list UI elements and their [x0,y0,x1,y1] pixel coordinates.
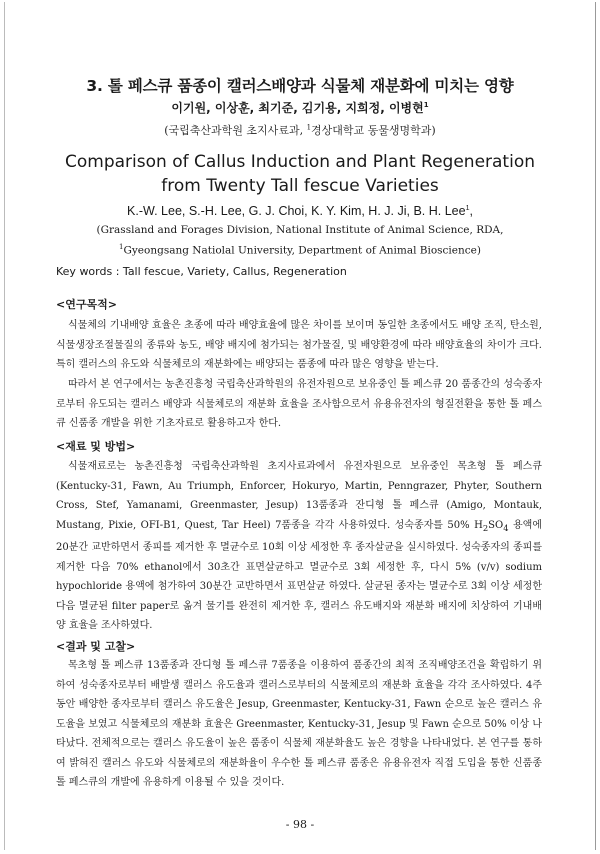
keywords-label: Key words [56,265,113,278]
korean-authors [0,99,600,116]
english-affiliation-sup: 1 [119,243,124,251]
section-heading-results: <결과 및 고찰> [56,640,136,653]
methods-sub-1: 2 [482,522,489,533]
methods-text-b: SO [488,519,504,531]
english-affiliation-line2-text: Gyeongsang Natiolal University, Department of Animal Bioscience) [123,244,481,257]
methods-sub-2: 4 [503,522,509,533]
english-authors-names: K.-W. Lee, S.-H. Lee, G. J. Choi, K. Y. Kim, H. J. Ji, B. H. Lee [127,204,466,218]
purpose-paragraph-2: 따라서 본 연구에서는 농촌진흥청 국립축산과학원의 유전자원으로 보유중인 톨 페스큐 20 품종간의 성숙종자로부터 유도되는 캘러스 배양과 식물체로의 재분화 효율을 조사함으로서 유용유전자의 형질전환을 통한 톨 페스큐 신품종 개발을 위한 기초자료로 활용하고자 한다. [56,379,542,429]
english-affiliation-line1: (Grassland and Forages Division, National Institute of Animal Science, RDA, [96,224,504,236]
korean-title: 3. 톨 페스큐 품종이 캘러스배양과 식물체 재분화에 미치는 영향 [86,77,514,95]
english-authors-sup: 1 [465,204,470,212]
korean-affiliation-main: (국립축산과학원 초지사료과, [164,124,307,137]
results-paragraph: 목초형 톨 페스큐 13품종과 잔디형 톨 페스큐 7품종을 이용하여 품종간의 최적 조직배양조건을 확립하기 위하여 성숙종자로부터 배발생 캘러스 유도율과 캘러스로부터의 식물체로의 재분화 효율을 각각 조사하였다. 4주 동안 배양한 종자로부터 캘러스 유도율은 Jesup, Greenmaster, Kentucky-31, Fawn 순으로 높은 캘러스 유도율을 보였고 식물체로의 재분화 효율은 Greenmaster, Kentucky-31, Jesup 및 Fawn 순으로 50% 이상 나타났다. 전체적으로는 캘러스 유도율이 높은 품종이 식물체 재분화율도 높은 경향을 나타내었다. 본 연구를 통하여 밝혀진 캘러스 유도와 식물체로의 재분화율이 우수한 톨 페스큐 품종은 유용유전자 직접 도입을 통한 신품종 톨 페스큐의 개발에 유용하게 이용될 수 있을 것이다. [56,660,542,788]
english-authors [0,204,600,218]
korean-affiliation-sup: 1 [306,123,312,132]
section-heading-methods: <재료 및 방법> [56,440,136,453]
keywords-text: : Tall fescue, Variety, Callus, Regeneration [112,265,347,278]
korean-affiliation [0,122,600,138]
korean-authors-sup: 1 [423,101,429,109]
korean-authors-names: 이기원, 이상훈, 최기준, 김기용, 지희정, 이병현 [171,101,424,115]
keywords [56,265,347,278]
page-number: - 98 - [285,818,315,831]
english-authors-end: , [469,204,473,218]
methods-text-c: 용액에 20분간 교반하면서 종피를 제거한 후 멸균수로 10회 이상 세정한 후 종자살균을 실시하였다. 성숙종자의 종피를 제거한 다음 70% ethanol에서 30초간 표면살균하고 멸균수로 3회 세정한 후, 다시 5% (v/v) sodium hypochloride 용액에 첨가하여 30분간 교반하면서 표면살균 하였다. 살균된 종자는 멸균수로 3회 이상 세정한 다음 멸균된 filter paper로 옮겨 물기를 완전히 제거한 후, 캘러스 유도배지와 재분화 배지에 치상하여 기내배양 효율을 조사하였다. [56,519,542,631]
korean-affiliation-end: 경상대학교 동물생명학과) [311,124,436,137]
methods-paragraph [56,457,542,636]
methods-text-a: 식물재료로는 농촌진흥청 국립축산과학원 초지사료과에서 유전자원으로 보유중인 목초형 톨 페스큐 (Kentucky-31, Fawn, Au Triumph, Enforcer, Hokuryo, Martin, Penngrazer, Phyter, Southern Cross, Stef, Yamanami, Greenmaster, Jesup) 13품종과 잔디형 톨 페스큐 (Amigo, Montauk, Mustang, Pixie, OFI-B1, Quest, Tar Heel) 7품종을 각각 사용하였다. 성숙종자를 50% H [56,461,542,531]
section-heading-purpose: <연구목적> [56,298,117,311]
purpose-paragraph-1: 식물체의 기내배양 효율은 초종에 따라 배양효율에 많은 차이를 보이며 동일한 초종에서도 배양 조직, 탄소원, 식물생장조절물질의 종류와 농도, 배양 배지에 첨가되는 첨가물질, 및 배양환경에 따라 배양효율의 차이가 크다. 특히 캘러스의 유도와 식물체로의 재분화에는 배양되는 품종에 따라 많은 영향을 받는다. [56,320,542,370]
english-affiliation-line2 [0,243,600,257]
english-title-line1: Comparison of Callus Induction and Plant Regeneration [65,152,535,172]
english-title-line2: from Twenty Tall fescue Varieties [161,176,439,196]
